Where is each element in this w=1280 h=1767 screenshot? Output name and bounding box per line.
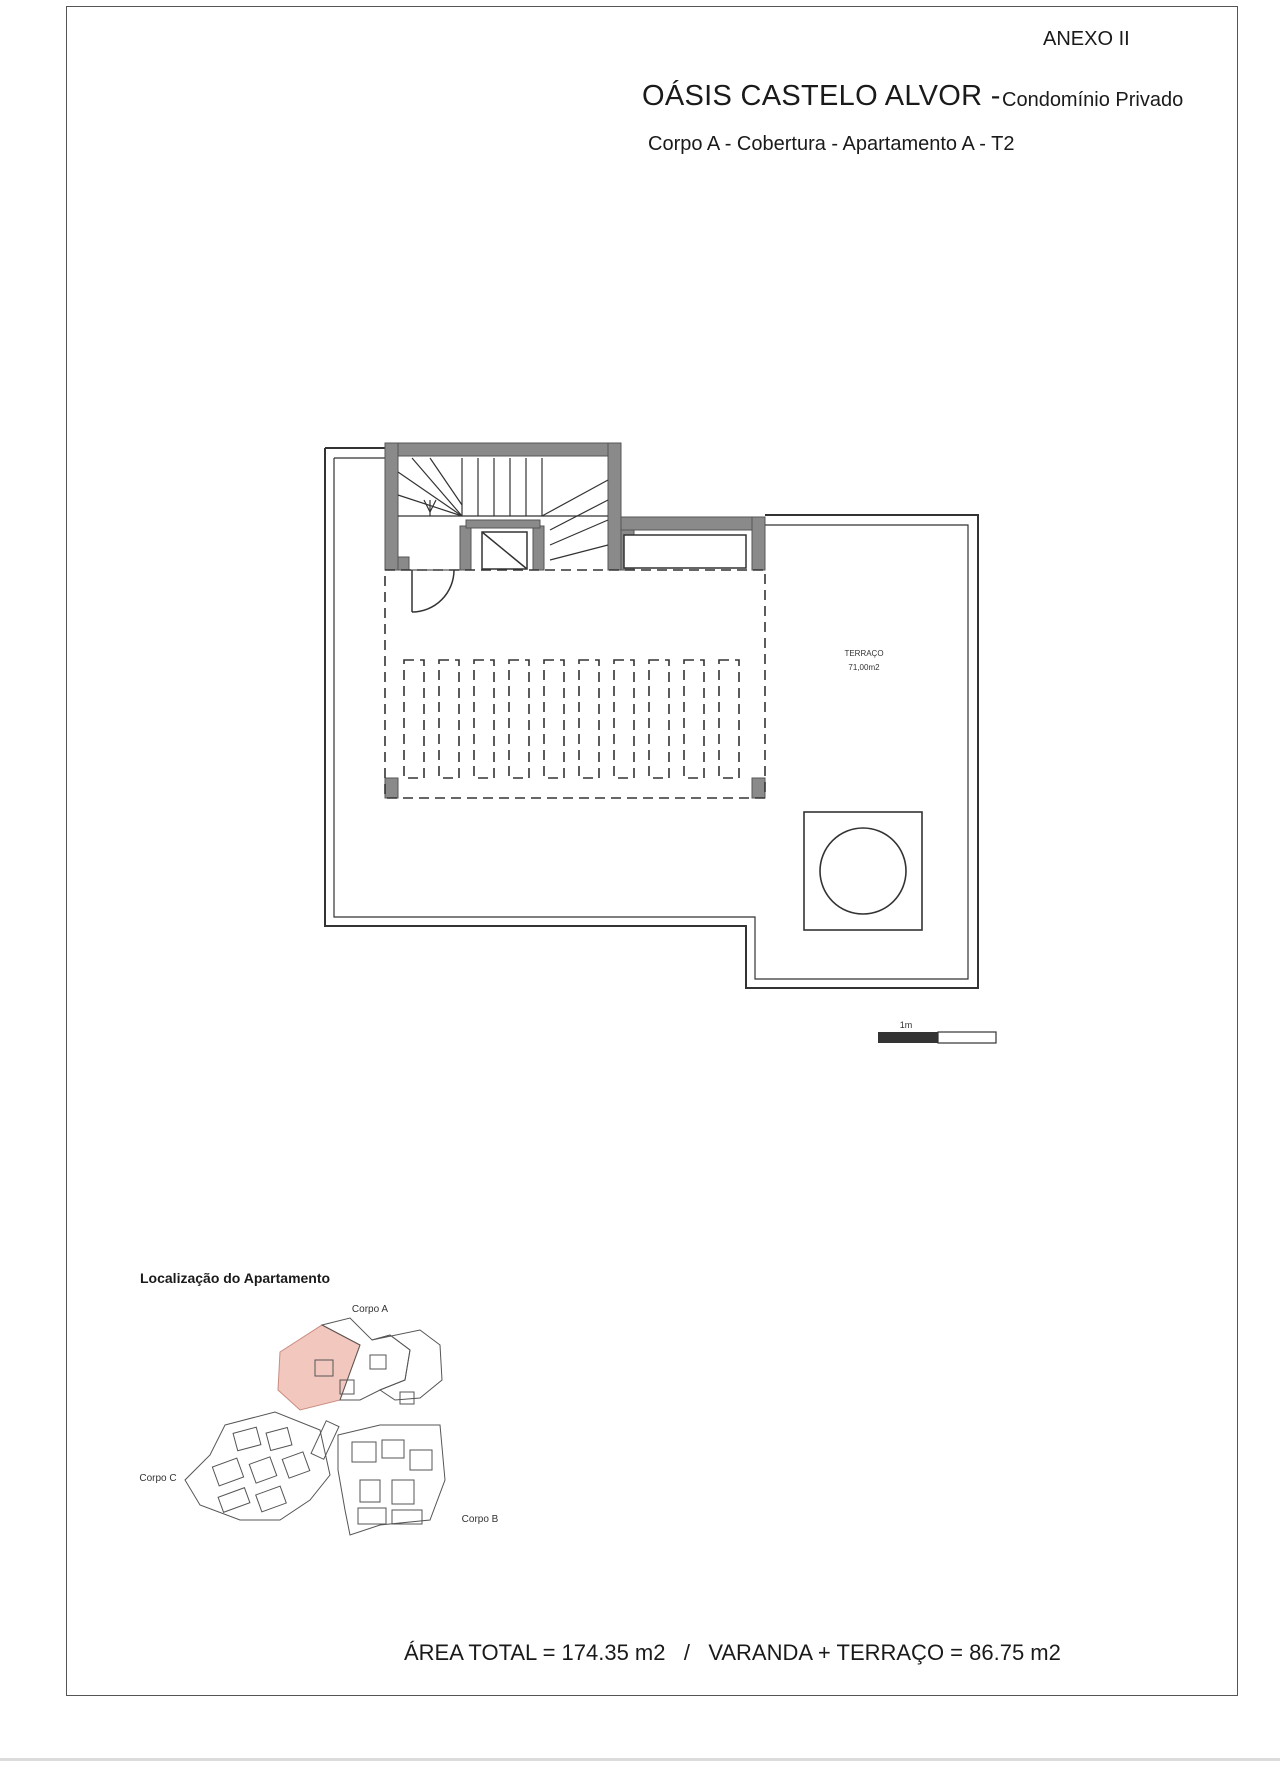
project-title: OÁSIS CASTELO ALVOR -	[642, 80, 1001, 112]
area-total: ÁREA TOTAL = 174.35 m2	[404, 1640, 666, 1665]
annex-label: ANEXO II	[1043, 28, 1130, 50]
varanda-terraco: VARANDA + TERRAÇO = 86.75 m2	[708, 1640, 1061, 1665]
location-title: Localização do Apartamento	[140, 1270, 331, 1286]
scan-edge	[0, 1758, 1280, 1761]
area-summary	[404, 1640, 1061, 1666]
unit-title: Corpo A - Cobertura - Apartamento A - T2	[648, 133, 1015, 155]
stair-treads	[398, 458, 608, 560]
pergola-dashed	[385, 570, 765, 798]
landing-box	[482, 532, 527, 569]
terrace-area: 71,00m2	[848, 663, 880, 672]
corpo-a-label: Corpo A	[351, 1304, 389, 1315]
project-subtitle: Condomínio Privado	[1002, 89, 1184, 111]
scale-label: 1m	[899, 1020, 913, 1030]
jacuzzi	[804, 812, 922, 930]
corpo-c-label: Corpo C	[139, 1473, 177, 1484]
door-swing	[409, 570, 460, 612]
storage-niche	[624, 535, 746, 568]
terrace-label: TERRAÇO	[844, 649, 884, 658]
location-site-plan	[185, 1318, 445, 1535]
corpo-b-label: Corpo B	[461, 1514, 499, 1525]
stair-core-walls	[385, 443, 765, 798]
scale-bar	[878, 1020, 996, 1043]
area-separator: /	[683, 1640, 690, 1665]
